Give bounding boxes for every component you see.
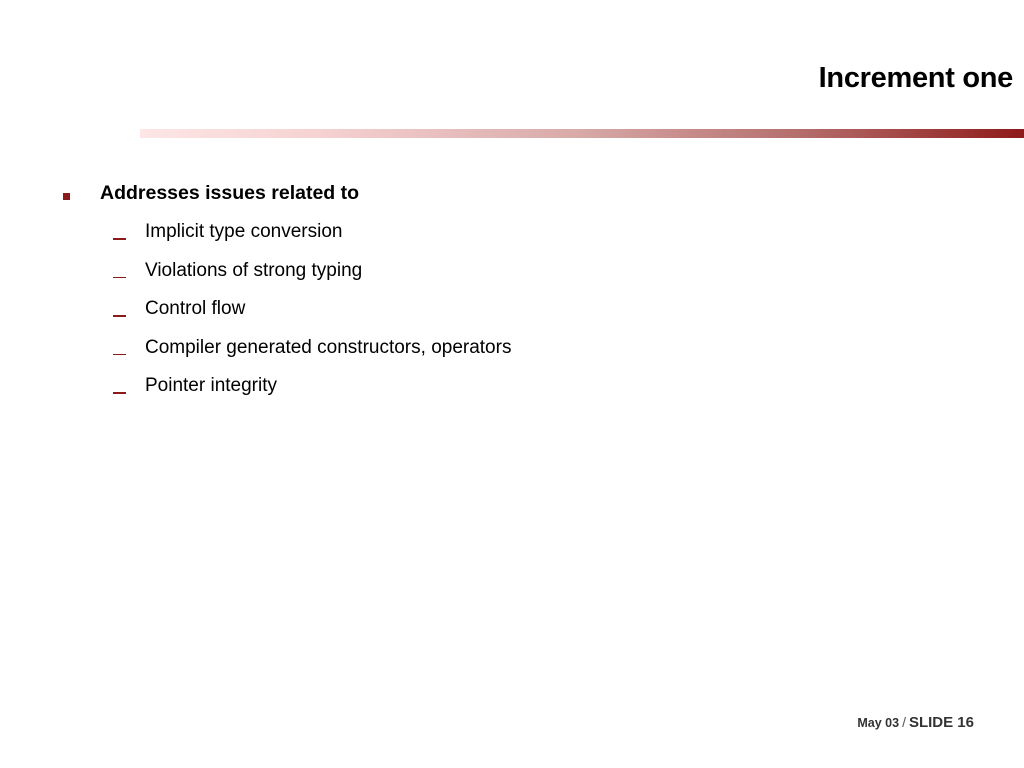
dash-bullet-icon xyxy=(113,300,127,320)
footer-date: May 03 xyxy=(857,716,900,730)
sub-bullet-item xyxy=(60,337,960,376)
sub-bullet-item xyxy=(60,260,960,299)
sub-bullet-list xyxy=(60,221,960,414)
footer-separator: / xyxy=(902,714,906,730)
slide-content xyxy=(60,180,960,414)
sub-bullet-text: Compiler generated constructors, operators xyxy=(145,336,512,358)
sub-bullet-item xyxy=(60,375,960,414)
sub-bullet-text: Violations of strong typing xyxy=(145,259,363,281)
square-bullet-icon xyxy=(63,193,70,200)
dash-bullet-icon xyxy=(113,339,127,359)
slide-footer xyxy=(857,714,974,732)
sub-bullet-text: Control flow xyxy=(145,298,246,320)
dash-bullet-icon xyxy=(113,262,127,282)
dash-bullet-icon xyxy=(113,223,127,243)
slide-number: SLIDE 16 xyxy=(908,714,974,731)
sub-bullet-text: Pointer integrity xyxy=(145,375,278,397)
sub-bullet-item xyxy=(60,221,960,260)
title-gradient-rule xyxy=(140,129,1024,138)
slide-title: Increment one xyxy=(818,62,1013,94)
bullet-text: Addresses issues related to xyxy=(100,182,360,204)
sub-bullet-text: Implicit type conversion xyxy=(145,221,343,242)
sub-bullet-item xyxy=(60,298,960,337)
dash-bullet-icon xyxy=(113,377,127,397)
bullet-item xyxy=(60,180,960,210)
